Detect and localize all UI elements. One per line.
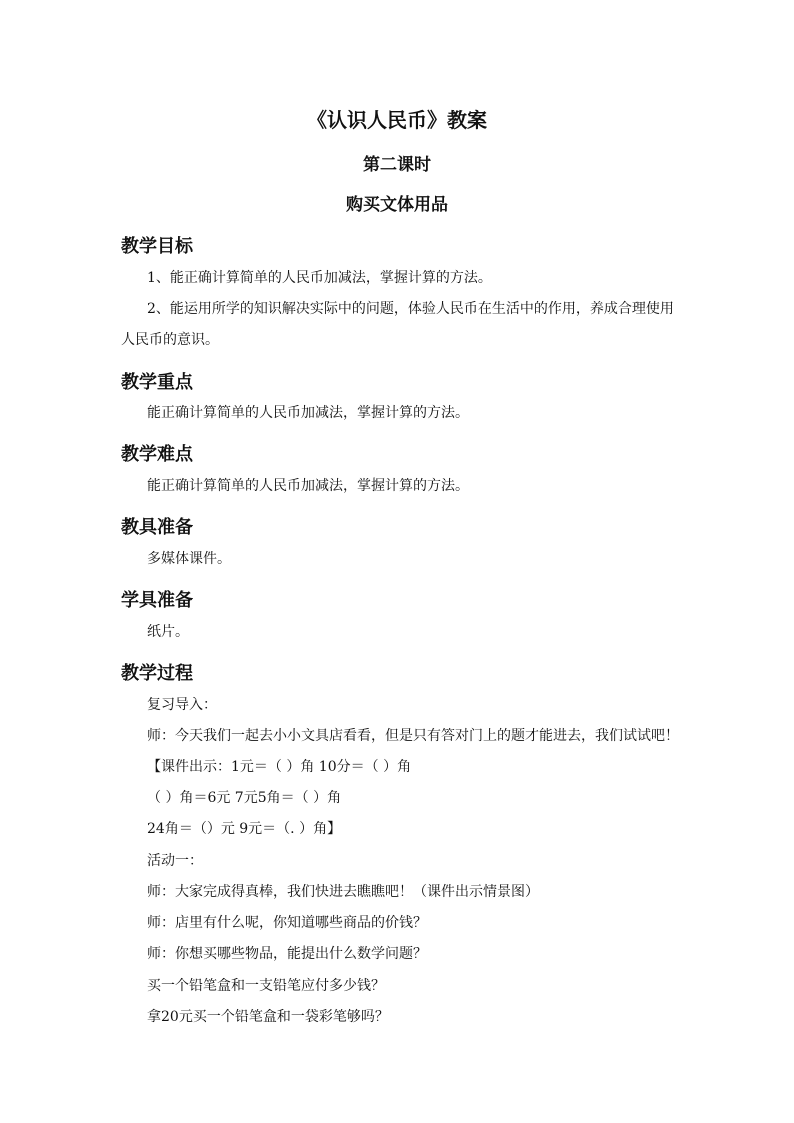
difficulties-text: 能正确计算简单的人民币加减法，掌握计算的方法。 <box>147 478 469 494</box>
document-title: 《认识人民币》教案 <box>307 108 487 132</box>
section-heading-key-points: 教学重点 <box>121 372 193 393</box>
process-line: 拿20元买一个铅笔盒和一袋彩笔够吗？ <box>147 1009 389 1025</box>
section-heading-difficulties: 教学难点 <box>121 444 193 465</box>
section-heading-process: 教学过程 <box>121 663 193 684</box>
goal-item-2: 2、能运用所学的知识解决实际中的问题，体验人民币在生活中的作用，养成合理使用 <box>147 301 674 317</box>
goal-item-2-continued: 人民币的意识。 <box>121 332 219 348</box>
section-heading-teaching-aids: 教具准备 <box>121 517 193 538</box>
process-line: 师：今天我们一起去小小文具店看看，但是只有答对门上的题才能进去，我们试试吧！ <box>147 728 679 744</box>
process-line: 师：店里有什么呢，你知道哪些商品的价钱？ <box>147 915 427 931</box>
process-line: 24角＝（）元 9元＝（. ）角】 <box>147 821 342 837</box>
section-heading-goals: 教学目标 <box>121 236 193 257</box>
lesson-period: 第二课时 <box>363 155 431 175</box>
section-heading-learning-aids: 学具准备 <box>121 590 193 611</box>
teaching-aids-text: 多媒体课件。 <box>147 551 231 567</box>
process-line: （ ）角＝6元 7元5角＝（ ）角 <box>147 790 342 806</box>
key-points-text: 能正确计算简单的人民币加减法，掌握计算的方法。 <box>147 405 469 421</box>
process-line: 买一个铅笔盒和一支铅笔应付多少钱？ <box>147 978 385 994</box>
process-line: 活动一： <box>147 853 203 869</box>
process-line: 复习导入： <box>147 697 217 713</box>
learning-aids-text: 纸片。 <box>147 624 189 640</box>
process-line: 师：大家完成得真棒，我们快进去瞧瞧吧！（课件出示情景图） <box>147 884 539 900</box>
goal-item-1: 1、能正确计算简单的人民币加减法，掌握计算的方法。 <box>147 270 492 286</box>
process-line: 师：你想买哪些物品，能提出什么数学问题？ <box>147 946 427 962</box>
process-line: 【课件出示：1元＝（ ）角 10分＝（ ）角 <box>147 759 412 775</box>
lesson-topic: 购买文体用品 <box>346 195 448 215</box>
